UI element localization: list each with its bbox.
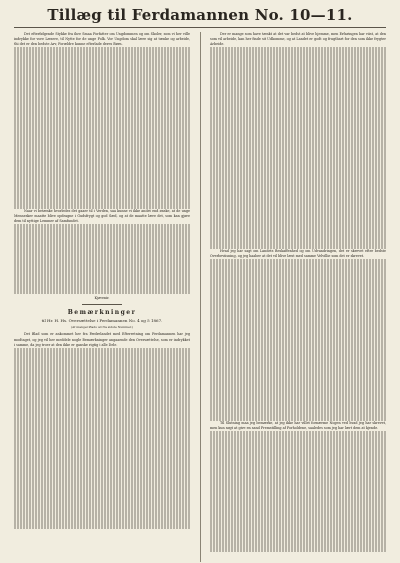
body-text-block-5 — [210, 259, 386, 421]
body-text-block-2 — [14, 224, 190, 295]
body-text-block-3 — [14, 348, 190, 530]
section-paragraph: Det Blad som er ankommet her fra Fædrelandet med Efterretning om Ferdamannen har jeg modtaget, og jeg vil her meddele nogle Bemærkninger angaaende den Oversættelse, som er indrykket i samme, da jeg troer at den ikke er ganske rigtig i alle Dele. — [14, 332, 190, 347]
top-paragraph: Der er mange som have tænkt at det var bedst at blive hjemme, men Erfaringen har viist, at den som vil arbeide, kan her finde sit Udkomme, og at Landet er godt og frugtbart for den som ikke frygter Arbeide. — [210, 32, 386, 47]
body-text-block-6 — [210, 431, 386, 552]
body-paragraph: Naar vi betænke hvorledes det gaaer til i Verden, saa kunne vi ikke andet end ønske, at de unge Mennesker maatte blive opdragne i Gudsfrygt og god Sæd, og at de maatte lære det, som kan gjøre dem til nyttige Lemmer af Samfundet. — [14, 208, 190, 223]
quote-paragraph: Hvad jeg har sagt om Landets Beskaffenhed og om Udvandringen, det er skrevet efter bedste Overbeviisning, og jeg haaber at det vil blive læst med samme Velvillie som det er skrevet. — [210, 249, 386, 259]
body-text-block-4 — [210, 47, 386, 249]
body-text-line — [14, 524, 190, 529]
body-text-line — [14, 289, 190, 294]
body-text-line — [210, 416, 386, 421]
intro-paragraph: Det efterfølgende Stykke fra ihre Smaa Forfatter om Ungdommen og om Skoler, som vi her ville indrykke for vore Læsere, til Nytte for de unge Folk. Vor Ungdom skal lære sig at tænke og arbeide, thi det er den bedste Arv, Forældre kunne efterlade deres Børn. — [14, 32, 190, 47]
body-text-block-1 — [14, 47, 190, 209]
body-text-line — [14, 204, 190, 209]
section-heading: Bemærkninger — [67, 309, 137, 317]
signoff: Kjøvenir. — [94, 296, 110, 301]
section-subtitle: til Hr. H. Hs. Oversættelse i Ferdamannen No. 4 og 5 1867. — [41, 318, 163, 324]
body-text-line — [210, 244, 386, 249]
body-text-line — [210, 547, 386, 552]
left-column — [14, 32, 190, 562]
closing-paragraph: Til Slutning maa jeg bemærke, at jeg ikke har villet fornærme Nogen ved hvad jeg har skrevet, men kun søgt at give en sand Fremstilling af Forholdene, saaledes som jeg har lært dem at kjende. — [210, 420, 386, 430]
title-rule — [14, 27, 386, 28]
right-column — [200, 32, 386, 562]
section-divider — [82, 304, 122, 305]
section-note: (Af mangel Plads ud fra sidste Nummer.) — [71, 324, 133, 329]
page-title: Tillæg til Ferdamannen No. 10—11. — [47, 6, 353, 24]
text-columns — [14, 32, 386, 562]
